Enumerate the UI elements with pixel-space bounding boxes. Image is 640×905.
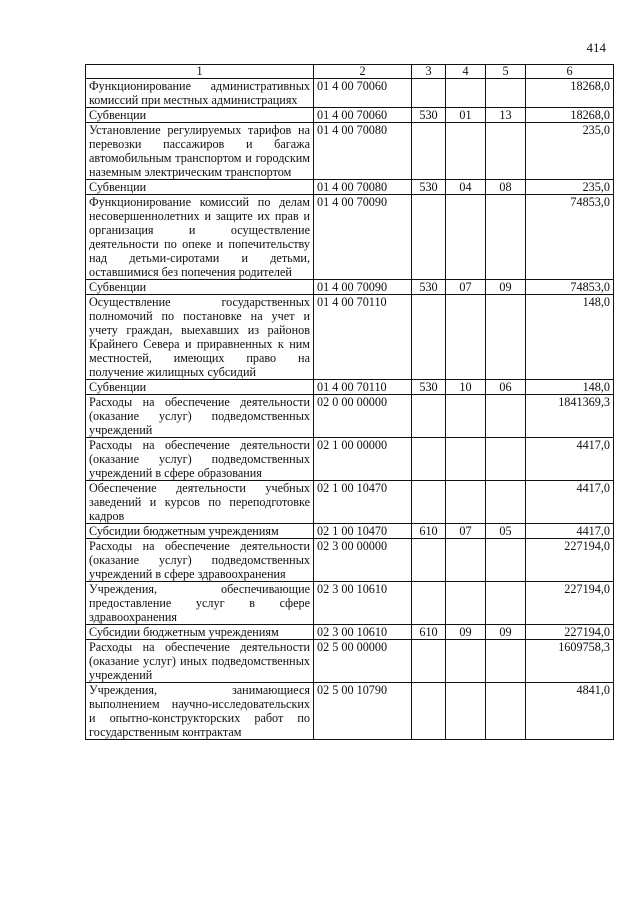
row-name: Субвенции [86, 280, 314, 295]
table-row [86, 380, 614, 395]
table-row [86, 295, 614, 380]
row-name: Расходы на обеспечение деятельности (оказание услуг) подведомственных учреждений [86, 395, 314, 438]
row-col-3: 530 [412, 280, 446, 295]
row-code: 02 1 00 10470 [314, 481, 412, 524]
budget-table [85, 64, 614, 740]
row-col-3 [412, 582, 446, 625]
row-col-5 [486, 395, 526, 438]
row-col-4 [446, 79, 486, 108]
row-col-4: 07 [446, 280, 486, 295]
header-col-2: 2 [314, 65, 412, 79]
row-amount: 235,0 [526, 123, 614, 180]
row-amount: 1841369,3 [526, 395, 614, 438]
row-col-4 [446, 395, 486, 438]
row-code: 01 4 00 70060 [314, 79, 412, 108]
row-col-5 [486, 438, 526, 481]
row-amount: 148,0 [526, 295, 614, 380]
table-row [86, 640, 614, 683]
row-col-5 [486, 195, 526, 280]
row-col-3 [412, 438, 446, 481]
row-col-3 [412, 683, 446, 740]
row-col-4 [446, 640, 486, 683]
row-name: Осуществление государственных полномочий по постановке на учет и учету граждан, выехавших из районов Крайнего Севера и приравненных к ним местностей, имеющих право на получение жилищных субсидий [86, 295, 314, 380]
row-name: Расходы на обеспечение деятельности (оказание услуг) иных подведомственных учреждений [86, 640, 314, 683]
table-row [86, 79, 614, 108]
table-row [86, 582, 614, 625]
row-amount: 1609758,3 [526, 640, 614, 683]
row-col-5 [486, 582, 526, 625]
row-code: 02 3 00 10610 [314, 625, 412, 640]
row-col-5 [486, 123, 526, 180]
table-row [86, 524, 614, 539]
table-row [86, 108, 614, 123]
row-col-4 [446, 481, 486, 524]
row-name: Учреждения, обеспечивающие предоставление услуг в сфере здравоохранения [86, 582, 314, 625]
row-col-5: 09 [486, 280, 526, 295]
table-row [86, 280, 614, 295]
row-name: Субвенции [86, 108, 314, 123]
row-code: 02 3 00 10610 [314, 582, 412, 625]
row-col-3 [412, 395, 446, 438]
row-code: 01 4 00 70080 [314, 180, 412, 195]
table-row [86, 481, 614, 524]
row-amount: 4417,0 [526, 524, 614, 539]
page-number: 414 [586, 40, 606, 55]
table-row [86, 438, 614, 481]
row-code: 02 0 00 00000 [314, 395, 412, 438]
row-col-4 [446, 123, 486, 180]
row-code: 01 4 00 70080 [314, 123, 412, 180]
row-amount: 227194,0 [526, 582, 614, 625]
row-col-3: 610 [412, 625, 446, 640]
row-col-5: 08 [486, 180, 526, 195]
table-row [86, 195, 614, 280]
row-col-3: 530 [412, 180, 446, 195]
row-name: Субсидии бюджетным учреждениям [86, 524, 314, 539]
row-col-3: 530 [412, 380, 446, 395]
row-col-4 [446, 195, 486, 280]
row-col-4 [446, 539, 486, 582]
row-col-3 [412, 295, 446, 380]
row-name: Субвенции [86, 180, 314, 195]
table-row [86, 395, 614, 438]
row-col-3 [412, 123, 446, 180]
row-amount: 18268,0 [526, 79, 614, 108]
header-col-5: 5 [486, 65, 526, 79]
row-code: 02 5 00 00000 [314, 640, 412, 683]
row-col-3 [412, 640, 446, 683]
row-amount: 4417,0 [526, 481, 614, 524]
row-col-4: 10 [446, 380, 486, 395]
table-row [86, 683, 614, 740]
table-row [86, 180, 614, 195]
row-name: Субсидии бюджетным учреждениям [86, 625, 314, 640]
row-code: 01 4 00 70110 [314, 295, 412, 380]
row-col-5: 09 [486, 625, 526, 640]
row-col-3: 610 [412, 524, 446, 539]
row-col-3 [412, 195, 446, 280]
row-code: 01 4 00 70060 [314, 108, 412, 123]
row-col-3 [412, 481, 446, 524]
row-code: 01 4 00 70090 [314, 280, 412, 295]
table-body [86, 79, 614, 740]
row-name: Установление регулируемых тарифов на перевозки пассажиров и багажа автомобильным транспортом и городским наземным электрическим транспортом [86, 123, 314, 180]
row-col-4: 04 [446, 180, 486, 195]
row-name: Расходы на обеспечение деятельности (оказание услуг) подведомственных учреждений в сфере образования [86, 438, 314, 481]
row-col-5 [486, 683, 526, 740]
row-code: 02 5 00 10790 [314, 683, 412, 740]
row-code: 02 1 00 10470 [314, 524, 412, 539]
row-amount: 18268,0 [526, 108, 614, 123]
row-col-4: 07 [446, 524, 486, 539]
row-col-5 [486, 79, 526, 108]
row-amount: 4417,0 [526, 438, 614, 481]
header-col-3: 3 [412, 65, 446, 79]
header-col-6: 6 [526, 65, 614, 79]
table-row [86, 123, 614, 180]
row-name: Учреждения, занимающиеся выполнением научно-исследовательских и опытно-конструкторских работ по государственным контрактам [86, 683, 314, 740]
row-col-5: 06 [486, 380, 526, 395]
row-col-5: 13 [486, 108, 526, 123]
row-code: 01 4 00 70110 [314, 380, 412, 395]
row-col-3 [412, 79, 446, 108]
row-col-5 [486, 481, 526, 524]
row-amount: 235,0 [526, 180, 614, 195]
row-col-4 [446, 582, 486, 625]
row-col-4 [446, 438, 486, 481]
table-header-row [86, 65, 614, 79]
header-col-1: 1 [86, 65, 314, 79]
row-col-5 [486, 640, 526, 683]
table-row [86, 625, 614, 640]
row-name: Обеспечение деятельности учебных заведений и курсов по переподготовке кадров [86, 481, 314, 524]
row-code: 02 3 00 00000 [314, 539, 412, 582]
row-col-4: 09 [446, 625, 486, 640]
row-col-5 [486, 295, 526, 380]
row-col-4: 01 [446, 108, 486, 123]
row-col-5: 05 [486, 524, 526, 539]
row-name: Функционирование административных комиссий при местных администрациях [86, 79, 314, 108]
row-col-4 [446, 683, 486, 740]
row-col-3: 530 [412, 108, 446, 123]
row-amount: 227194,0 [526, 539, 614, 582]
row-code: 02 1 00 00000 [314, 438, 412, 481]
row-amount: 4841,0 [526, 683, 614, 740]
row-col-4 [446, 295, 486, 380]
row-name: Функционирование комиссий по делам несовершеннолетних и защите их прав и организация и осуществление деятельности по опеке и попечительству над детьми-сиротами и детьми, оставшимися без попечения родителей [86, 195, 314, 280]
row-name: Субвенции [86, 380, 314, 395]
row-amount: 148,0 [526, 380, 614, 395]
table-row [86, 539, 614, 582]
row-amount: 227194,0 [526, 625, 614, 640]
row-name: Расходы на обеспечение деятельности (оказание услуг) подведомственных учреждений в сфере здравоохранения [86, 539, 314, 582]
row-amount: 74853,0 [526, 195, 614, 280]
row-amount: 74853,0 [526, 280, 614, 295]
row-col-5 [486, 539, 526, 582]
row-code: 01 4 00 70090 [314, 195, 412, 280]
header-col-4: 4 [446, 65, 486, 79]
row-col-3 [412, 539, 446, 582]
